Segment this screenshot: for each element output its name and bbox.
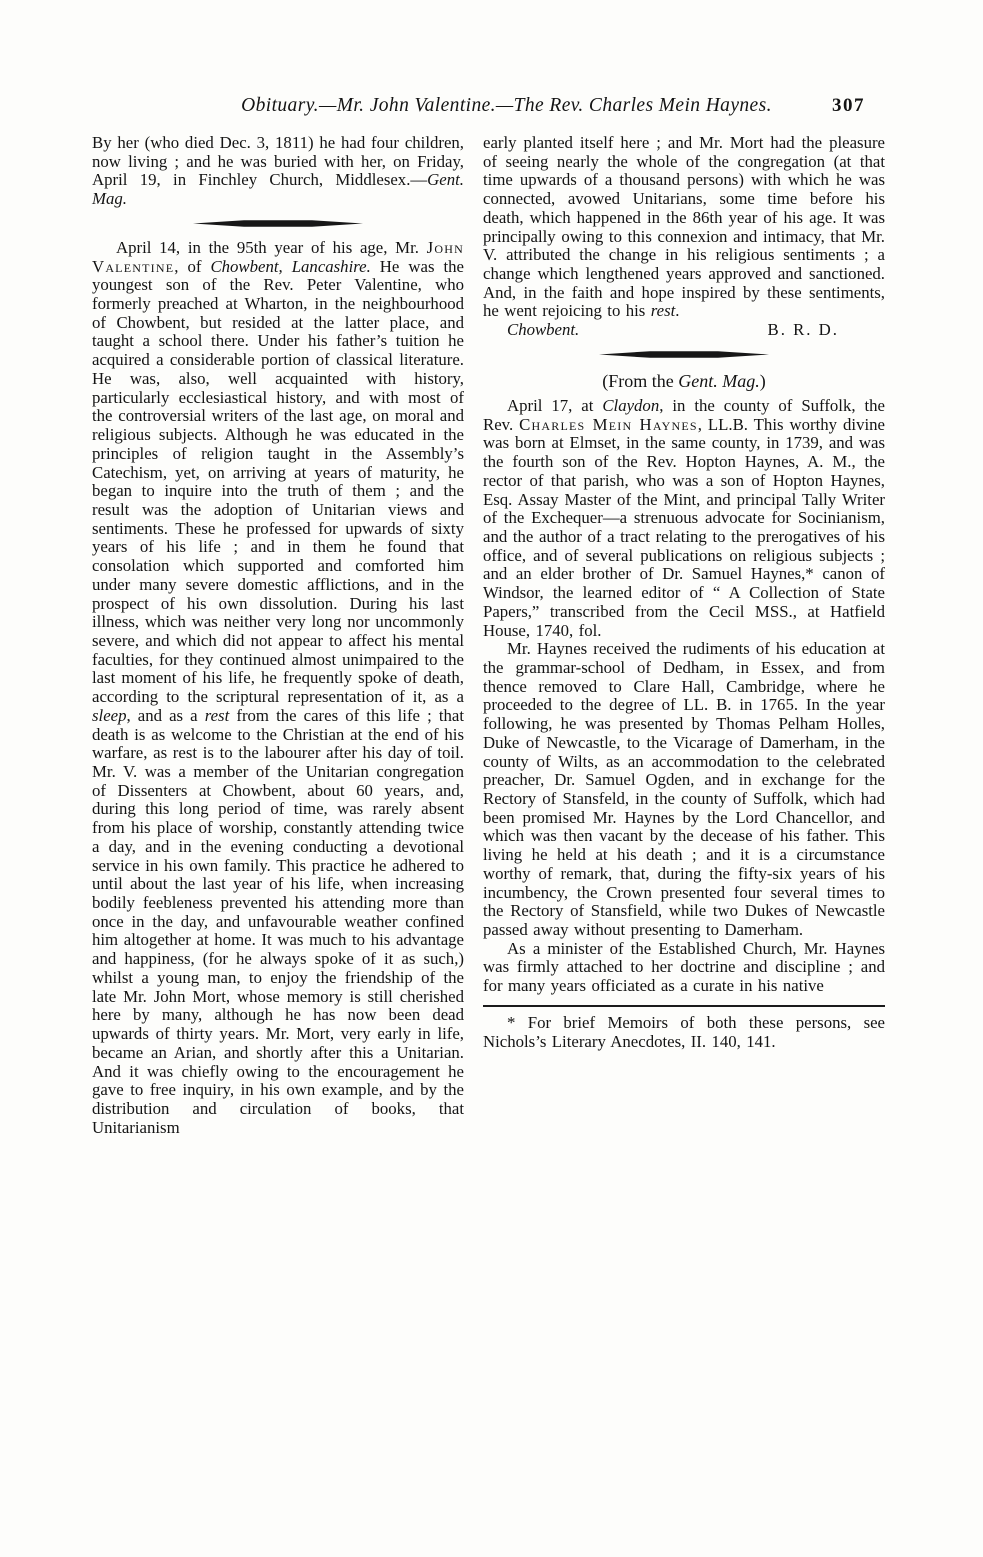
running-head-title: Obituary.—Mr. John Valentine.—The Rev. Charles Mein Haynes. [241, 95, 772, 116]
italic-text-run: rest [650, 301, 676, 321]
text-run: early planted itself here ; and Mr. Mort had the pleasure of seeing nearly the whole of the congregation (at that time upwards of a thousand persons) with which he was connected, avowed Unitarians, some time before his death, which happened in the 86th year of his age. It was principally owing to this connexion and intimacy, that Mr. V. attributed the change in his religious sentiments ; a change which lengthened years approved and sanctioned. And, in the faith and hope inspired by these sentiments, he went rejoicing to his [483, 133, 885, 321]
text-run: from the cares of this life ; that death is as welcome to the Christian at the end of his warfare, as rest is to the labourer after his day of toil. Mr. V. was a member of the Unitarian congregation of Dissenters at Chowbent, about 60 years, and, during this long period of time, was rarely absent from his place of worship, constantly attending twice a day, and in the evening conducting a devotional service in his own family. This practice he adhered to until about the last year of his life, when increasing bodily feebleness prevented his attending more than once in the day, and unfavourable weather confined him altogether at home. It was much to his advantage and happiness, (for he always spoke of it as such,) whilst a young man, to enjoy the friendship of the late Mr. John Mort, whose memory is still cherished here by many, although he has now been dead upwards of thirty years. Mr. Mort, very early in life, became an Arian, and shortly after this a Unitarian. And it was chiefly owing to the encouragement he gave to free inquiry, in his own example, and by the distribution and circulation of books, that Unitarianism [92, 705, 464, 1137]
text-run: He was the youngest son of the Rev. Peter Valentine, who formerly preached at Wharton, in the neighbourhood of Chowbent, but resided at the latter place, and taught a school there. Under his father’s tuition he acquired a considerable portion of classical literature. He was, also, well acquainted with history, particularly ecclesiastical history, and with most of the controversial writers of the last age, on moral and religious subjects. Although he was educated in the principles of religion taught in the Assembly’s Catechism, yet, on arriving at years of maturity, he began to inquire into the truth of them ; and the result was the adoption of Unitarian views and sentiments. These he professed for upwards of sixty years of his life ; and in them he found that consolation which supported and comforted him under many severe domestic afflictions, and in the prospect of his own dissolution. During his last illness, which was neither very long nor uncommonly severe, and which did not appear to affect his mental faculties, for they continued almost unimpaired to the last moment of his life, he frequently spoke of death, according to the scriptural representation of it, as a [92, 256, 464, 707]
italic-text-run: sleep [92, 705, 127, 725]
smallcaps-name: John Valentine [92, 237, 464, 276]
page-number: 307 [832, 95, 865, 116]
footnote-text [483, 1014, 885, 1051]
running-head [0, 94, 983, 118]
body-paragraph [92, 239, 464, 1138]
italic-text-run: rest [204, 705, 230, 725]
smallcaps-name: Charles Mein Haynes [519, 414, 698, 434]
italic-text-run: Gent. Mag. [678, 370, 760, 391]
text-run: April 17, at [507, 395, 603, 415]
text-run: (From the [602, 370, 679, 391]
signature-place: Chowbent. [507, 320, 580, 340]
text-run: , LL.B. This worthy divine was born at Elmset, in the same county, in 1739, and was the fourth son of the Rev. Hopton Haynes, A. M., the rector of that parish, who was a son of Hopton Haynes, Esq. Assay Master of the Mint, and principal Tally Writer of the Exchequer—a strenuous advocate for Socinianism, and the author of a tract relating to the prerogatives of his office, and of several publications on religious subjects ; and an elder brother of Dr. Samuel Haynes,* canon of Windsor, the learned editor of “ A Collection of State Papers,” transcribed from the Cecil MSS., at Hatfield House, 1740, fol. [483, 414, 885, 640]
body-paragraph [92, 134, 464, 209]
signature-line [483, 321, 885, 340]
swelled-rule-divider [92, 219, 464, 228]
text-run: By her (who died Dec. 3, 1811) he had four children, now living ; and he was buried with her, on Friday, April 19, in Finchley Church, Middlesex.— [92, 133, 464, 190]
text-run: April 14, in the 95th year of his age, Mr. [116, 237, 427, 257]
text-run: ) [759, 370, 766, 391]
section-heading [483, 370, 885, 392]
text-run: As a minister of the Established Church, Mr. Haynes was firmly attached to her doctrine and discipline ; and for many years officiated as a curate in his native [483, 938, 885, 996]
left-column [92, 134, 464, 1137]
text-columns [0, 134, 983, 1137]
text-run: * For brief Memoirs of both these persons, see Nichols’s Literary Anecdotes, II. 140, 141. [483, 1012, 885, 1051]
body-paragraph [483, 134, 885, 321]
text-run: , in the county of Suffolk, the Rev. [483, 395, 886, 434]
body-paragraph [483, 397, 885, 640]
italic-text-run: Gent. Mag. [92, 170, 464, 209]
text-run: . [675, 301, 680, 321]
text-run: Mr. Haynes received the rudiments of his education at the grammar-school of Dedham, in Essex, and from thence removed to Clare Hall, Cambridge, where he proceeded to the degree of LL. B. in 1765. In the year following, he was presented by Thomas Pelham Holles, Duke of Newcastle, to the Vicarage of Damerham, in the county of Wilts, as an accommodation to the celebrated preacher, Dr. Samuel Ogden, and in exchange for the Rectory of Stansfeld, in the county of Suffolk, which had been promised Mr. Haynes by the Lord Chancellor, and which was then vacant by the decease of his father. This living he held at his death ; and it is a circumstance worthy of remark, that, during the fifty-six years of his incumbency, the Crown presented four several times to the Rectory of Stansfield, while two Dukes of Newcastle passed away without presenting to Damerham. [483, 639, 885, 940]
swelled-rule-divider [483, 350, 885, 359]
body-paragraph [483, 640, 885, 940]
italic-text-run: Claydon [602, 395, 660, 415]
text-run: , and as a [126, 705, 205, 725]
text-run: , of [174, 256, 211, 276]
scanned-document-page [0, 94, 983, 1557]
signature-initials: B. R. D. [767, 320, 839, 340]
footnote-separator-rule [483, 1005, 885, 1007]
body-paragraph [483, 940, 885, 996]
italic-text-run: Chowbent, Lancashire. [210, 256, 371, 276]
right-column [483, 134, 885, 1051]
